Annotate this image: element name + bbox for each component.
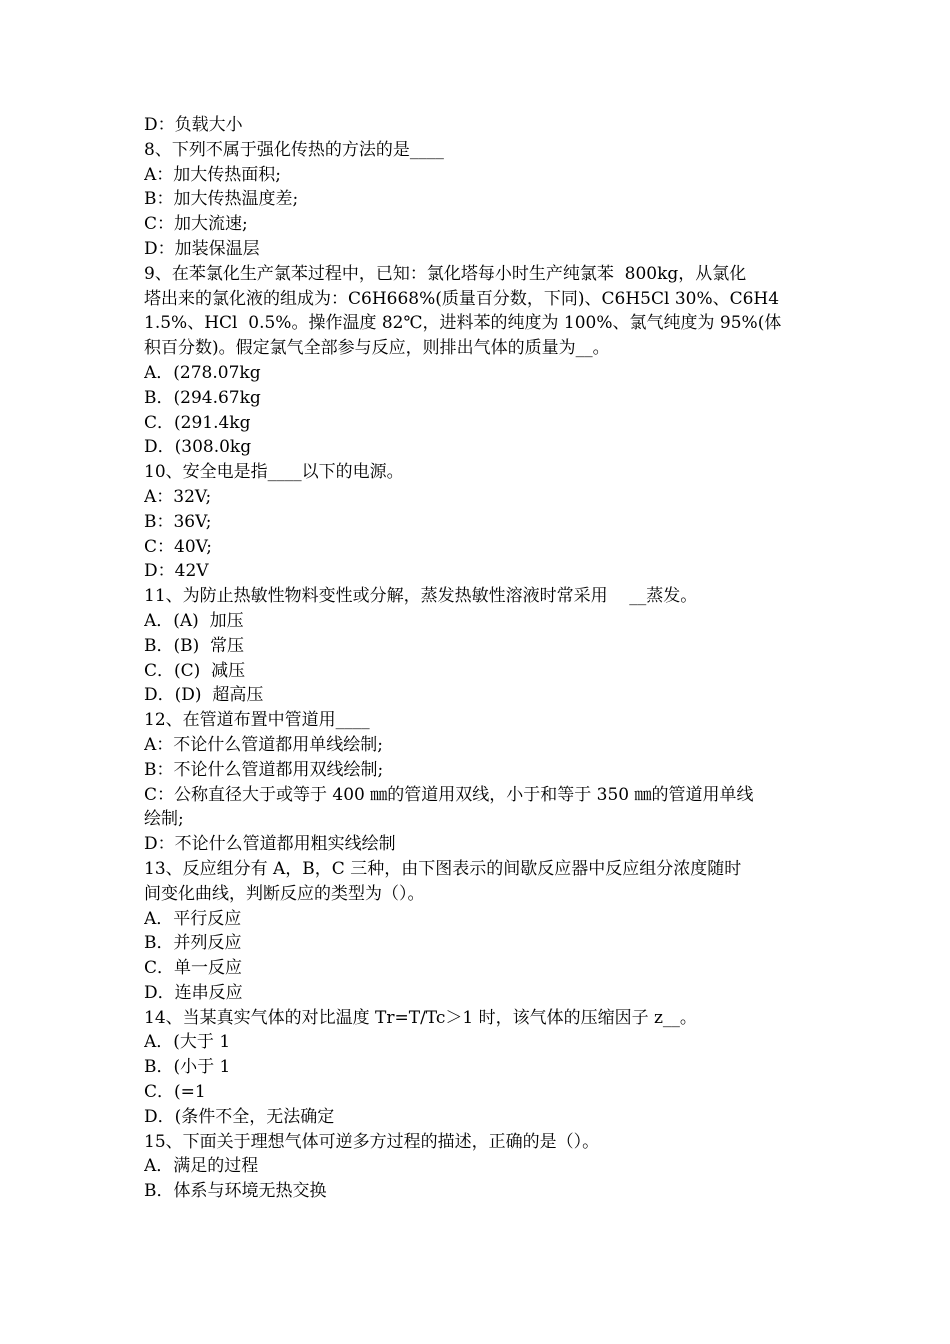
option-line: B．(B) 常压 xyxy=(144,635,245,656)
question-8-stem: 8、下列不属于强化传热的方法的是____ xyxy=(144,139,444,160)
option-line: A：32V; xyxy=(144,486,212,507)
question-13-stem-cont: 间变化曲线，判断反应的类型为（）。 xyxy=(144,883,425,904)
option-line: A．满足的过程 xyxy=(144,1156,259,1177)
question-9-stem-cont: 塔出来的氯化液的组成为：C6H668%(质量百分数，下同)、C6H5Cl 30%、C6H4 xyxy=(144,288,780,309)
option-line: A：不论什么管道都用单线绘制; xyxy=(144,734,384,755)
option-line: C．(C) 减压 xyxy=(144,660,246,681)
option-line: D：42V xyxy=(144,561,209,582)
option-line: B．并列反应 xyxy=(144,933,242,954)
option-line: C．(291.4kg xyxy=(144,412,251,433)
option-line: B：加大传热温度差; xyxy=(144,189,299,210)
option-line: A：加大传热面积; xyxy=(144,164,282,185)
text-line: D：负载大小 xyxy=(144,115,243,135)
option-line: B．(294.67kg xyxy=(144,387,261,408)
option-line: C：公称直径大于或等于 400 ㎜的管道用双线，小于和等于 350 ㎜的管道用单线 xyxy=(144,784,754,805)
option-line: B．体系与环境无热交换 xyxy=(144,1181,327,1202)
option-line: D．(条件不全，无法确定 xyxy=(144,1106,335,1127)
option-line: A．平行反应 xyxy=(144,908,242,929)
option-line: C：40V; xyxy=(144,536,212,557)
option-line: D：加装保温层 xyxy=(144,238,260,259)
option-line: A．(大于 1 xyxy=(144,1032,231,1053)
option-line: C：加大流速; xyxy=(144,214,248,235)
option-line: B：36V; xyxy=(144,511,212,532)
question-9-stem-cont: 1.5%、HCl 0.5%。操作温度 82℃，进料苯的纯度为 100%、氯气纯度为 95%(体 xyxy=(144,313,782,334)
question-11-stem: 11、为防止热敏性物料变性或分解，蒸发热敏性溶液时常采用 __蒸发。 xyxy=(144,586,698,607)
option-line: A．(278.07kg xyxy=(144,362,261,383)
question-13-stem: 13、反应组分有 A，B，C 三种，由下图表示的间歇反应器中反应组分浓度随时 xyxy=(144,858,742,879)
option-line: A．(A) 加压 xyxy=(144,610,244,631)
question-10-stem: 10、安全电是指____以下的电源。 xyxy=(144,462,404,483)
option-line: D．(D) 超高压 xyxy=(144,685,264,706)
option-line: B：不论什么管道都用双线绘制; xyxy=(144,759,384,780)
question-14-stem: 14、当某真实气体的对比温度 Tr=T/Tc＞1 时，该气体的压缩因子 z__。 xyxy=(144,1007,697,1028)
question-9-stem-cont: 积百分数)。假定氯气全部参与反应，则排出气体的质量为__。 xyxy=(144,338,610,359)
option-line: C．(=1 xyxy=(144,1082,206,1103)
option-line: B．(小于 1 xyxy=(144,1057,231,1078)
option-line: D．(308.0kg xyxy=(144,437,252,458)
question-9-stem: 9、在苯氯化生产氯苯过程中，已知：氯化塔每小时生产纯氯苯 800kg，从氯化 xyxy=(144,263,747,284)
option-line-cont: 绘制; xyxy=(144,809,184,830)
option-line: D：不论什么管道都用粗实线绘制 xyxy=(144,834,396,855)
question-12-stem: 12、在管道布置中管道用____ xyxy=(144,710,370,731)
option-line: C．单一反应 xyxy=(144,958,243,979)
question-15-stem: 15、下面关于理想气体可逆多方过程的描述，正确的是（）。 xyxy=(144,1131,600,1152)
document-page xyxy=(144,113,808,1204)
option-line: D．连串反应 xyxy=(144,982,243,1003)
